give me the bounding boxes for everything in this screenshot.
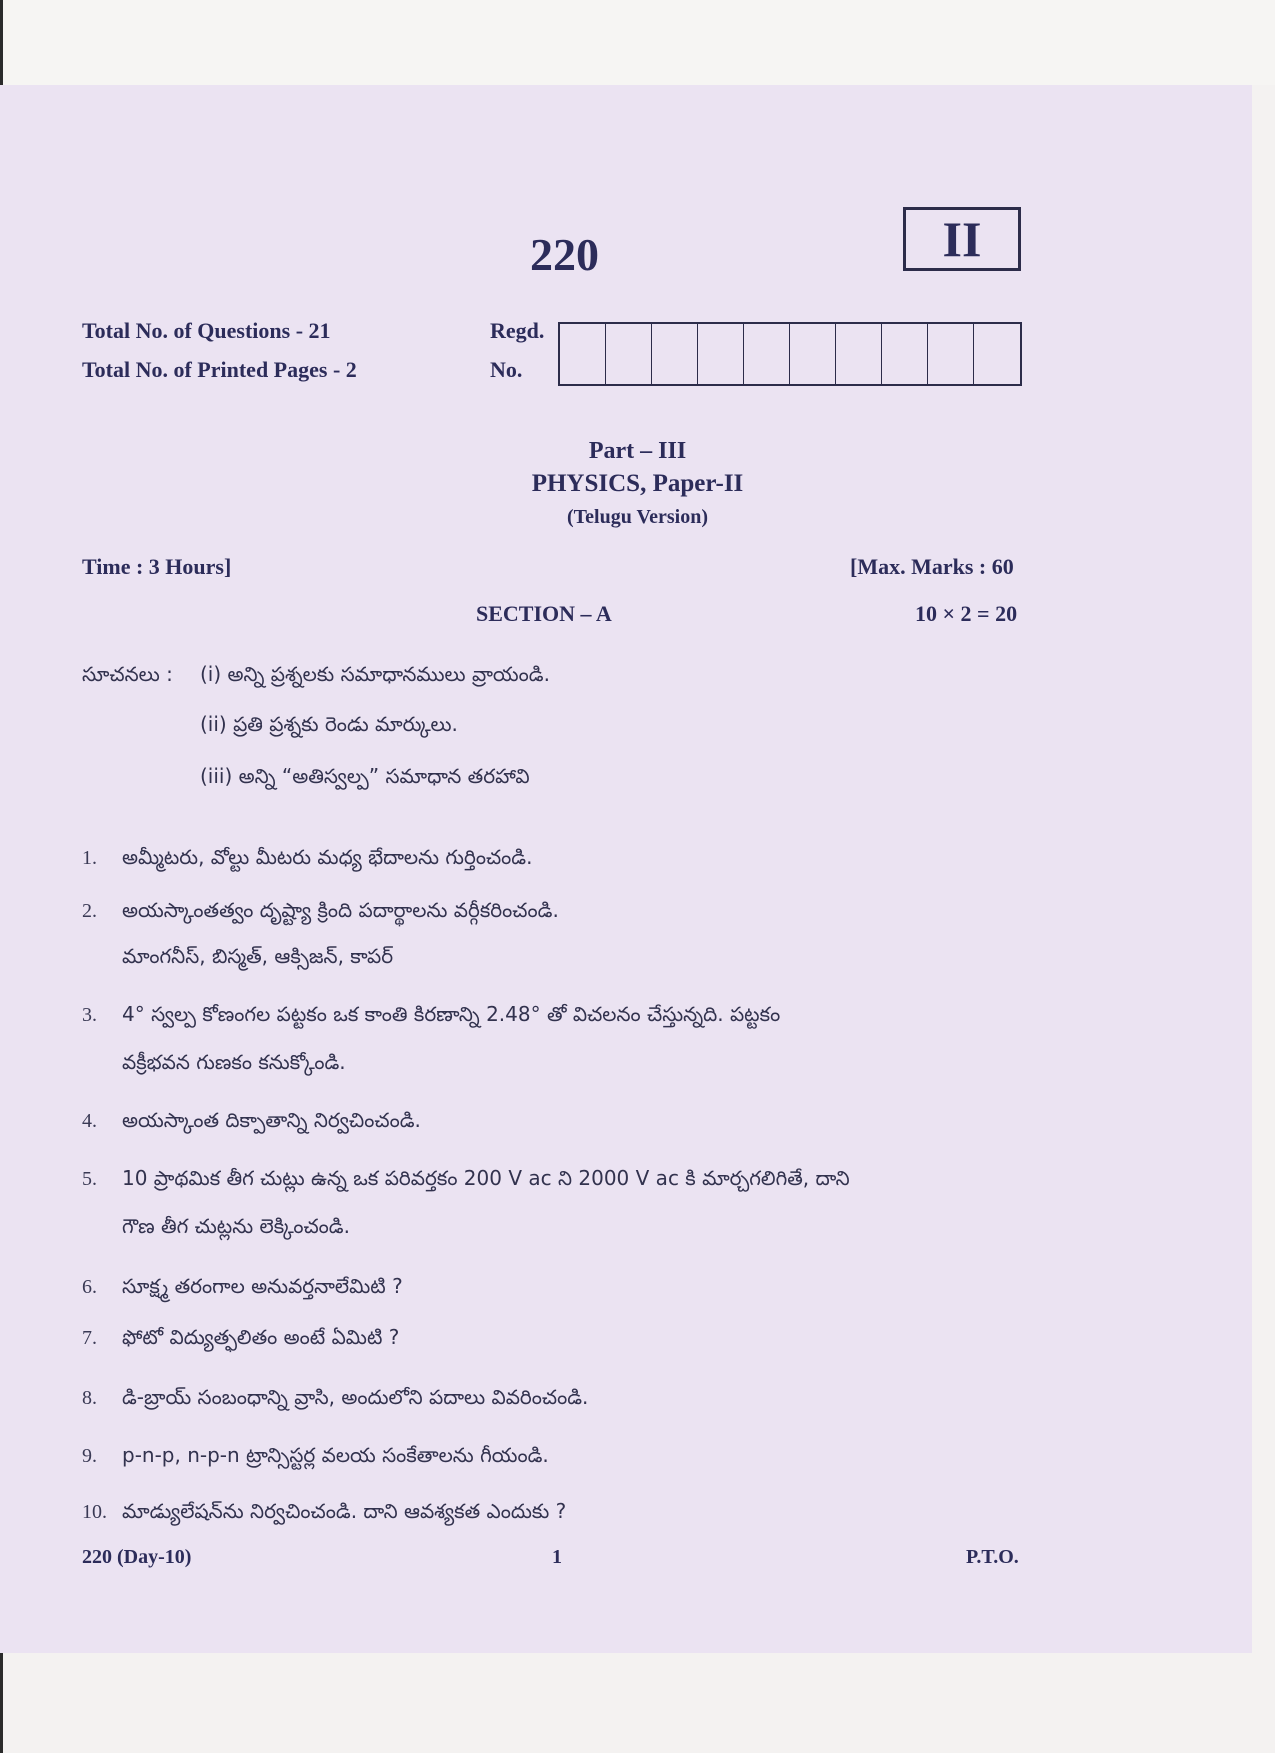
question-text: డి-బ్రాయ్ సంబంధాన్ని వ్రాసి, అందులోని పదాలు వివరించండి. [122, 1385, 589, 1409]
question-text: వక్రీభవన గుణకం కనుక్కోండి. [122, 1050, 346, 1074]
question-number: 4. [82, 1110, 97, 1132]
section-title: SECTION – A [476, 601, 612, 626]
question-number: 6. [82, 1276, 97, 1298]
max-marks-label: [Max. Marks : 60 [850, 554, 1014, 579]
question-text: అయస్కాంత దిక్పాతాన్ని నిర్వచించండి. [122, 1108, 421, 1132]
question-text: ఫోటో విద్యుత్ఫలితం అంటే ఏమిటి ? [122, 1325, 400, 1349]
question-text: సూక్ష్మ తరంగాల అనువర్తనాలేమిటి ? [122, 1274, 403, 1298]
version-label: (Telugu Version) [567, 506, 708, 528]
question-number: 10. [82, 1501, 107, 1523]
section-marks: 10 × 2 = 20 [915, 601, 1018, 626]
question-text: అమ్మీటరు, వోల్టు మీటరు మధ్య భేదాలను గుర్తించండి. [122, 845, 533, 869]
total-questions: Total No. of Questions - 21 [82, 318, 331, 343]
paper-code: 220 [530, 229, 599, 280]
regd-no-label: No. [490, 357, 523, 382]
question-number: 7. [82, 1327, 97, 1349]
registration-number-boxes[interactable] [558, 322, 1022, 386]
regd-digit-box[interactable] [974, 324, 1020, 384]
question-text: మాంగనీస్, బిస్మత్, ఆక్సిజన్, కాపర్ [122, 944, 394, 968]
total-pages: Total No. of Printed Pages - 2 [82, 357, 357, 382]
instruction-item: (ii) ప్రతి ప్రశ్నకు రెండు మార్కులు. [200, 712, 458, 736]
time-label: Time : 3 Hours] [82, 554, 232, 579]
instruction-item: (iii) అన్ని “అతిస్వల్ప” సమాధాన తరహావి [200, 764, 530, 788]
question-text: అయస్కాంతత్వం దృష్ట్యా క్రింది పదార్థాలను వర్గీకరించండి. [122, 898, 559, 922]
question-number: 1. [82, 847, 97, 869]
regd-digit-box[interactable] [652, 324, 698, 384]
regd-digit-box[interactable] [744, 324, 790, 384]
please-turn-over: P.T.O. [966, 1546, 1019, 1568]
question-text: మాడ్యులేషన్‌ను నిర్వచించండి. దాని ఆవశ్యకత ఎందుకు ? [122, 1499, 567, 1523]
regd-digit-box[interactable] [560, 324, 606, 384]
regd-digit-box[interactable] [698, 324, 744, 384]
question-text: p-n-p, n-p-n ట్రాన్సిస్టర్ల వలయ సంకేతాలను గీయండి. [122, 1443, 549, 1467]
part-title: Part – III [588, 438, 687, 464]
question-text: 10 ప్రాథమిక తీగ చుట్లు ఉన్న ఒక పరివర్తకం 200 V ac ని 2000 V ac కి మార్చగలిగితే, దాని [122, 1166, 850, 1190]
regd-digit-box[interactable] [882, 324, 928, 384]
regd-digit-box[interactable] [836, 324, 882, 384]
question-number: 2. [82, 900, 97, 922]
question-text: గౌణ తీగ చుట్లను లెక్కించండి. [122, 1214, 350, 1238]
regd-digit-box[interactable] [790, 324, 836, 384]
footer-code: 220 (Day-10) [82, 1546, 192, 1568]
question-number: 5. [82, 1168, 97, 1190]
question-number: 9. [82, 1445, 97, 1467]
question-number: 3. [82, 1004, 97, 1026]
instruction-item: (i) అన్ని ప్రశ్నలకు సమాధానములు వ్రాయండి. [200, 662, 550, 686]
question-text: 4° స్వల్ప కోణంగల పట్టకం ఒక కాంతి కిరణాన్ని 2.48° తో విచలనం చేస్తున్నది. పట్టకం [122, 1002, 781, 1026]
page-number: 1 [552, 1546, 562, 1568]
question-number: 8. [82, 1387, 97, 1409]
regd-digit-box[interactable] [928, 324, 974, 384]
subject-title: PHYSICS, Paper-II [531, 470, 744, 497]
regd-label: Regd. [490, 318, 545, 343]
instructions-label: సూచనలు : [82, 662, 173, 686]
scan-margin [0, 0, 1275, 85]
paper-roman-numeral: II [903, 207, 1021, 271]
regd-digit-box[interactable] [606, 324, 652, 384]
